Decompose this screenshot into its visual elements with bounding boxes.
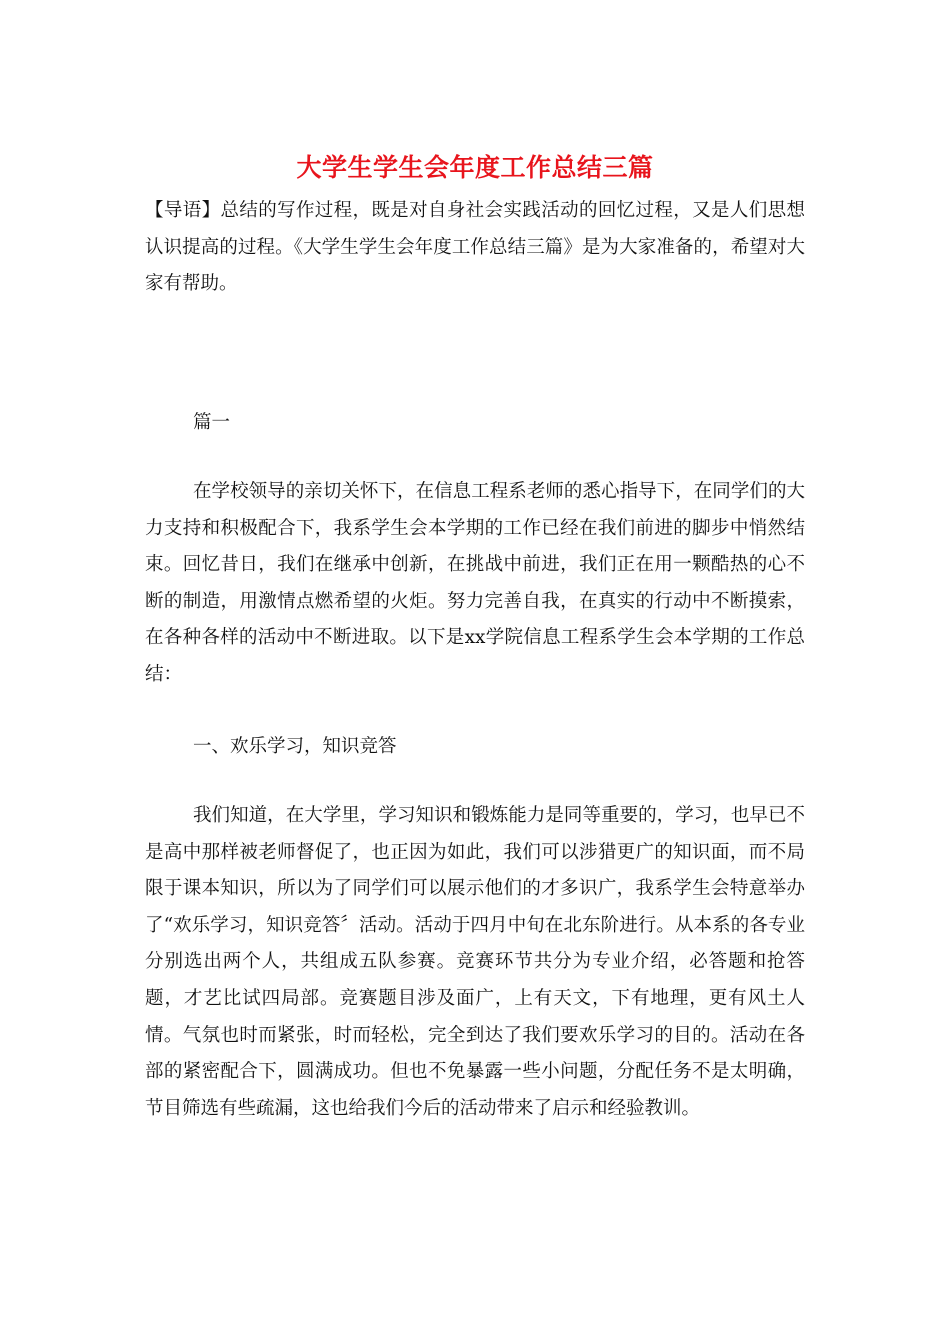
intro-paragraph: 【导语】总结的写作过程，既是对自身社会实践活动的回忆过程，又是人们思想认识提高的过程。《大学生学生会年度工作总结三篇》是为大家准备的，希望对大家有帮助。: [145, 200, 805, 295]
section-label: 篇一: [193, 412, 231, 433]
body-paragraph-2: 我们知道，在大学里，学习知识和锻炼能力是同等重要的，学习，也早已不是高中那样被老师督促了，也正因为如此，我们可以涉猎更广的知识面，而不局限于课本知识，所以为了同学们可以展示他们的才多识广，我系学生会特意举办了“欢乐学习，知识竞答〞活动。活动于四月中旬在北东阶进行。从本系的各专业分别选出两个人，共组成五队参赛。竞赛环节共分为专业介绍，必答题和抢答题，才艺比试四局部。竞赛题目涉及面广，上有天文，下有地理，更有风土人情。气氛也时而紧张，时而轻松，完全到达了我们要欢乐学习的目的。活动在各部的紧密配合下，圆满成功。但也不免暴露一些小问题，分配任务不是太明确，节目筛选有些疏漏，这也给我们今后的活动带来了启示和经验教训。: [145, 805, 805, 1119]
body-paragraph-1: 在学校领导的亲切关怀下，在信息工程系老师的悉心指导下，在同学们的大力支持和积极配合下，我系学生会本学期的工作已经在我们前进的脚步中悄然结束。回忆昔日，我们在继承中创新，在挑战中前进，我们正在用一颗酷热的心不断的制造，用激情点燃希望的火炬。努力完善自我，在真实的行动中不断摸索，在各种各样的活动中不断进取。以下是xx学院信息工程系学生会本学期的工作总结：: [145, 481, 805, 685]
subheading-1: 一、欢乐学习，知识竞答: [193, 736, 397, 757]
document-title: 大学生学生会年度工作总结三篇: [296, 153, 654, 182]
